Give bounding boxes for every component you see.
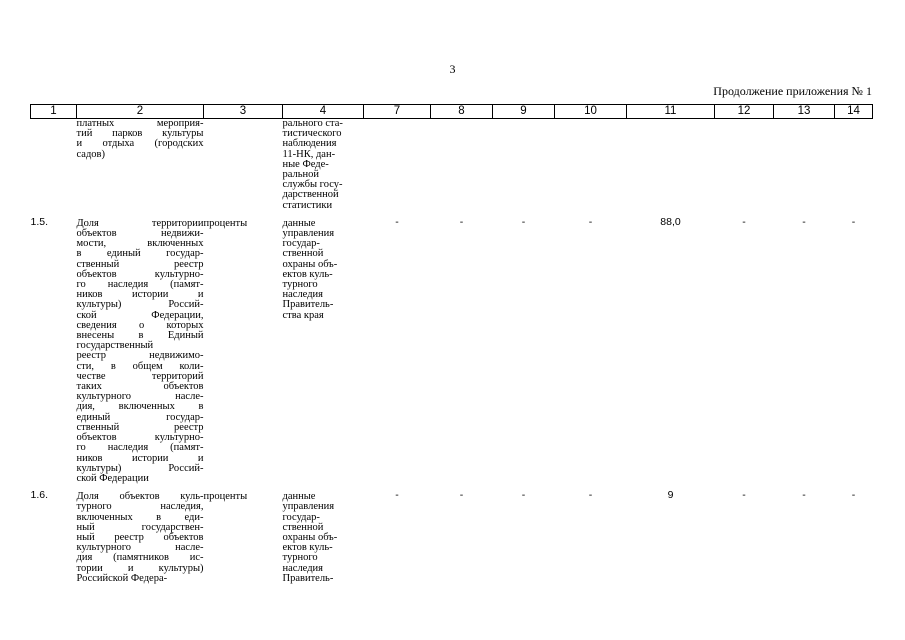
indicators-table: [30, 104, 873, 584]
unit: [204, 119, 283, 211]
text-line: тий парков культуры: [76, 128, 204, 140]
value-12: [715, 119, 774, 211]
text-line: турного: [282, 279, 318, 291]
text-line: службы госу-: [282, 179, 343, 191]
value-9: -: [521, 489, 526, 502]
text-line: наследия: [282, 562, 323, 574]
col-header: 11: [627, 105, 715, 119]
text-line: го наследия (памят-: [76, 279, 204, 291]
text-line: честве территорий: [76, 370, 204, 382]
text-line: единый государ-: [76, 411, 204, 423]
text-line: турного наследия,: [76, 501, 204, 513]
text-line: управления: [282, 228, 335, 240]
text-line: турного: [282, 552, 318, 564]
text-line: объектов культурно-: [76, 432, 204, 444]
col-header: 14: [835, 105, 873, 119]
value-11: 9: [667, 489, 674, 502]
text-line: ственной: [282, 521, 324, 533]
col-header: 3: [204, 105, 283, 119]
text-line: Правитель-: [282, 299, 334, 311]
text-line: охраны объ-: [282, 258, 338, 270]
value-14: -: [851, 215, 856, 228]
text-line: ральной: [282, 169, 320, 181]
data-source: [283, 119, 364, 211]
text-line: сведения о которых: [76, 319, 204, 331]
col-header: 13: [774, 105, 835, 119]
text-line: дарственной: [282, 189, 339, 201]
text-line: тистического: [282, 128, 342, 140]
text-line: платных мероприя-: [76, 118, 204, 129]
text-line: ный государствен-: [76, 521, 204, 533]
table-row: [31, 211, 873, 484]
col-header: 1: [31, 105, 77, 119]
col-header: 8: [431, 105, 493, 119]
unit: проценты: [203, 491, 248, 503]
data-source: [283, 484, 364, 584]
table-row: [31, 484, 873, 584]
text-line: Доля территории: [76, 217, 204, 229]
indicator-name: [77, 484, 204, 584]
text-line: объектов культурно-: [76, 268, 204, 280]
text-line: ектов куль-: [282, 268, 333, 280]
text-line: государ-: [282, 238, 320, 250]
value-8: -: [459, 215, 464, 228]
value-11: 88,0: [660, 215, 681, 228]
text-line: внесены в Единый: [76, 330, 204, 342]
value-10: -: [588, 215, 593, 228]
table-row: [31, 119, 873, 211]
indicator-name: [77, 211, 204, 484]
text-line: ников истории и: [76, 452, 204, 464]
text-line: охраны объ-: [282, 531, 338, 543]
value-9: [493, 119, 555, 211]
value-7: [364, 119, 431, 211]
col-header: 10: [555, 105, 627, 119]
value-8: -: [459, 489, 464, 502]
text-line: ственный реестр: [76, 421, 204, 433]
text-line: ской Федерации: [76, 472, 149, 484]
text-line: управления: [282, 501, 335, 513]
text-line: ственный реестр: [76, 258, 204, 270]
text-line: Российской Федера-: [76, 572, 168, 584]
value-12: -: [742, 489, 746, 502]
row-number: 1.5.: [30, 215, 49, 228]
data-source: [283, 211, 364, 484]
page-number: 3: [449, 62, 456, 76]
text-line: реестр недвижимо-: [76, 350, 204, 362]
text-line: данные: [282, 217, 316, 229]
value-13: -: [802, 215, 806, 228]
text-line: ников истории и: [76, 289, 204, 301]
text-line: 11-НК, дан-: [282, 148, 336, 160]
text-line: ской Федерации,: [76, 309, 204, 321]
text-line: рального ста-: [282, 118, 343, 129]
text-line: включенных в еди-: [76, 511, 204, 523]
unit: проценты: [203, 217, 248, 229]
text-line: го наследия (памят-: [76, 442, 204, 454]
text-line: государственный: [76, 340, 154, 352]
text-line: тории и культуры): [76, 562, 204, 574]
text-line: статистики: [282, 199, 333, 211]
text-line: ства края: [282, 309, 324, 321]
value-11: [627, 119, 715, 211]
text-line: ектов куль-: [282, 542, 333, 554]
text-line: ный реестр объектов: [76, 531, 204, 543]
text-line: культурного насле-: [76, 542, 204, 554]
value-12: -: [742, 215, 746, 228]
value-14: [835, 119, 873, 211]
value-7: -: [395, 489, 399, 502]
col-header: 9: [493, 105, 555, 119]
text-line: Доля объектов куль-: [76, 491, 204, 503]
value-10: -: [588, 489, 593, 502]
col-header: 2: [77, 105, 204, 119]
col-header: 12: [715, 105, 774, 119]
value-13: [774, 119, 835, 211]
text-line: наблюдения: [282, 138, 337, 150]
text-line: данные: [282, 491, 316, 503]
value-9: -: [521, 215, 526, 228]
text-line: и отдыха (городских: [76, 138, 204, 150]
col-header: 4: [283, 105, 364, 119]
value-13: -: [802, 489, 806, 502]
text-line: ственной: [282, 248, 324, 260]
text-line: культуры) Россий-: [76, 462, 204, 474]
text-line: таких объектов: [76, 381, 204, 393]
value-10: [555, 119, 627, 211]
text-line: культурного насле-: [76, 391, 204, 403]
text-line: в единый государ-: [76, 248, 204, 260]
text-line: мости, включенных: [76, 238, 204, 250]
text-line: дия, включенных в: [76, 401, 204, 413]
text-line: объектов недвижи-: [76, 228, 204, 240]
text-line: сти, в общем коли-: [76, 360, 204, 372]
text-line: дия (памятников ис-: [76, 552, 204, 564]
indicator-name: [77, 119, 204, 211]
value-8: [431, 119, 493, 211]
text-line: садов): [76, 148, 105, 160]
row-number: [31, 119, 77, 211]
text-line: государ-: [282, 511, 320, 523]
header-row: [31, 105, 873, 119]
text-line: ные Феде-: [282, 158, 329, 170]
col-header: 7: [364, 105, 431, 119]
text-line: наследия: [282, 289, 323, 301]
text-line: Правитель-: [282, 572, 334, 584]
continuation-label: Продолжение приложения № 1: [713, 84, 872, 98]
value-14: -: [851, 489, 856, 502]
text-line: культуры) Россий-: [76, 299, 204, 311]
value-7: -: [395, 215, 399, 228]
row-number: 1.6.: [30, 489, 49, 502]
